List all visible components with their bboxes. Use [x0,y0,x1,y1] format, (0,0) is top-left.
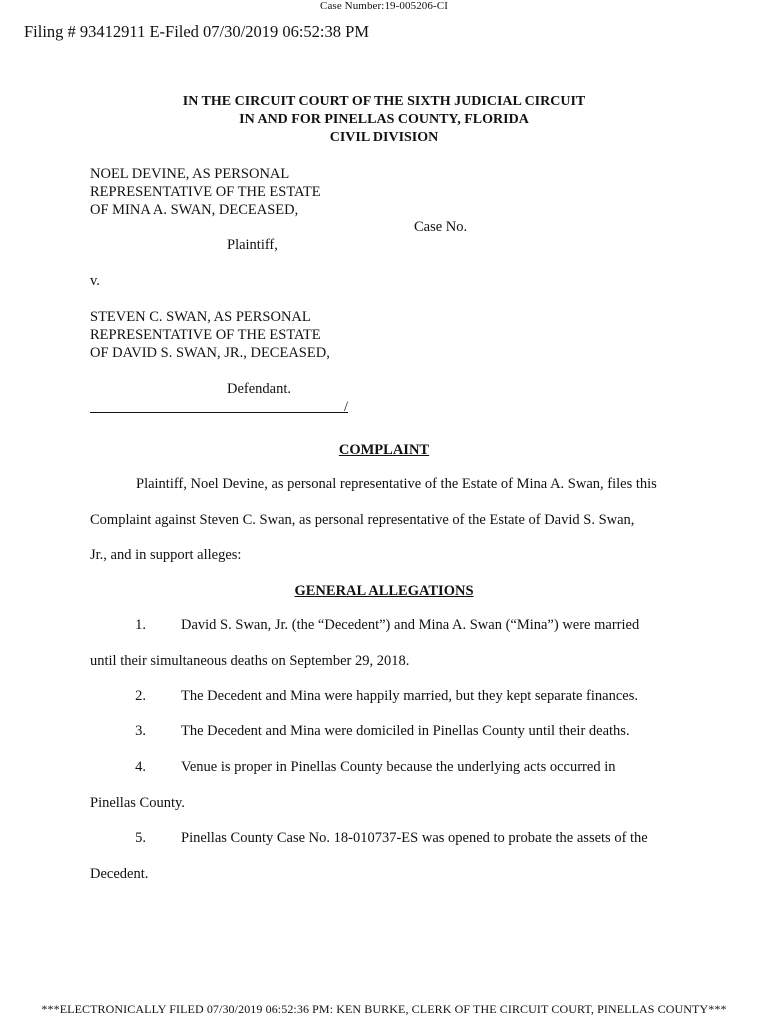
general-allegations-heading: GENERAL ALLEGATIONS [294,583,474,599]
caption-signature-line [90,412,348,413]
case-number-stamp: Case Number:19-005206-CI [320,0,448,12]
allegation-2-number: 2. [135,688,146,704]
complaint-title: COMPLAINT [338,442,430,458]
intro-line-2: Complaint against Steven C. Swan, as personal representative of the Estate of David S. Swan, [90,512,635,528]
versus-label: v. [90,273,100,289]
allegation-1-line-2: until their simultaneous deaths on September 29, 2018. [90,653,410,669]
allegation-2-line-1: The Decedent and Mina were happily married, but they kept separate finances. [181,688,638,704]
court-heading-line-2: IN AND FOR PINELLAS COUNTY, FLORIDA [239,112,529,127]
allegation-1-line-1: David S. Swan, Jr. (the “Decedent”) and Mina A. Swan (“Mina”) were married [181,617,640,633]
allegation-4-number: 4. [135,759,146,775]
allegation-5-line-2: Decedent. [90,866,149,882]
defendant-name-line-3: OF DAVID S. SWAN, JR., DECEASED, [90,345,330,361]
caption-slash: / [344,399,349,415]
plaintiff-label: Plaintiff, [227,237,278,253]
allegation-5-line-1: Pinellas County Case No. 18-010737-ES was opened to probate the assets of the [181,830,648,846]
defendant-name-line-1: STEVEN C. SWAN, AS PERSONAL [90,309,311,325]
defendant-label: Defendant. [227,381,292,397]
plaintiff-name-line-2: REPRESENTATIVE OF THE ESTATE [90,184,321,200]
allegation-5-number: 5. [135,830,146,846]
allegation-3-line-1: The Decedent and Mina were domiciled in Pinellas County until their deaths. [181,723,630,739]
case-number-label: Case No. [414,219,468,235]
court-heading-line-3: CIVIL DIVISION [329,130,439,145]
allegation-4-line-1: Venue is proper in Pinellas County because the underlying acts occurred in [181,759,616,775]
plaintiff-name-line-3: OF MINA A. SWAN, DECEASED, [90,202,299,218]
filing-stamp: Filing # 93412911 E-Filed 07/30/2019 06:52:38 PM [24,22,369,41]
intro-line-3: Jr., and in support alleges: [90,547,242,563]
intro-line-1: Plaintiff, Noel Devine, as personal representative of the Estate of Mina A. Swan, files this [136,476,657,492]
court-heading-line-1: IN THE CIRCUIT COURT OF THE SIXTH JUDICIAL CIRCUIT [182,94,586,109]
allegation-3-number: 3. [135,723,146,739]
defendant-name-line-2: REPRESENTATIVE OF THE ESTATE [90,327,321,343]
electronic-filing-footer: ***ELECTRONICALLY FILED 07/30/2019 06:52:36 PM: KEN BURKE, CLERK OF THE CIRCUIT COURT, PINELLAS COUNTY*** [41,1002,727,1016]
allegation-4-line-2: Pinellas County. [90,795,185,811]
allegation-1-number: 1. [135,617,146,633]
plaintiff-name-line-1: NOEL DEVINE, AS PERSONAL [90,166,290,182]
